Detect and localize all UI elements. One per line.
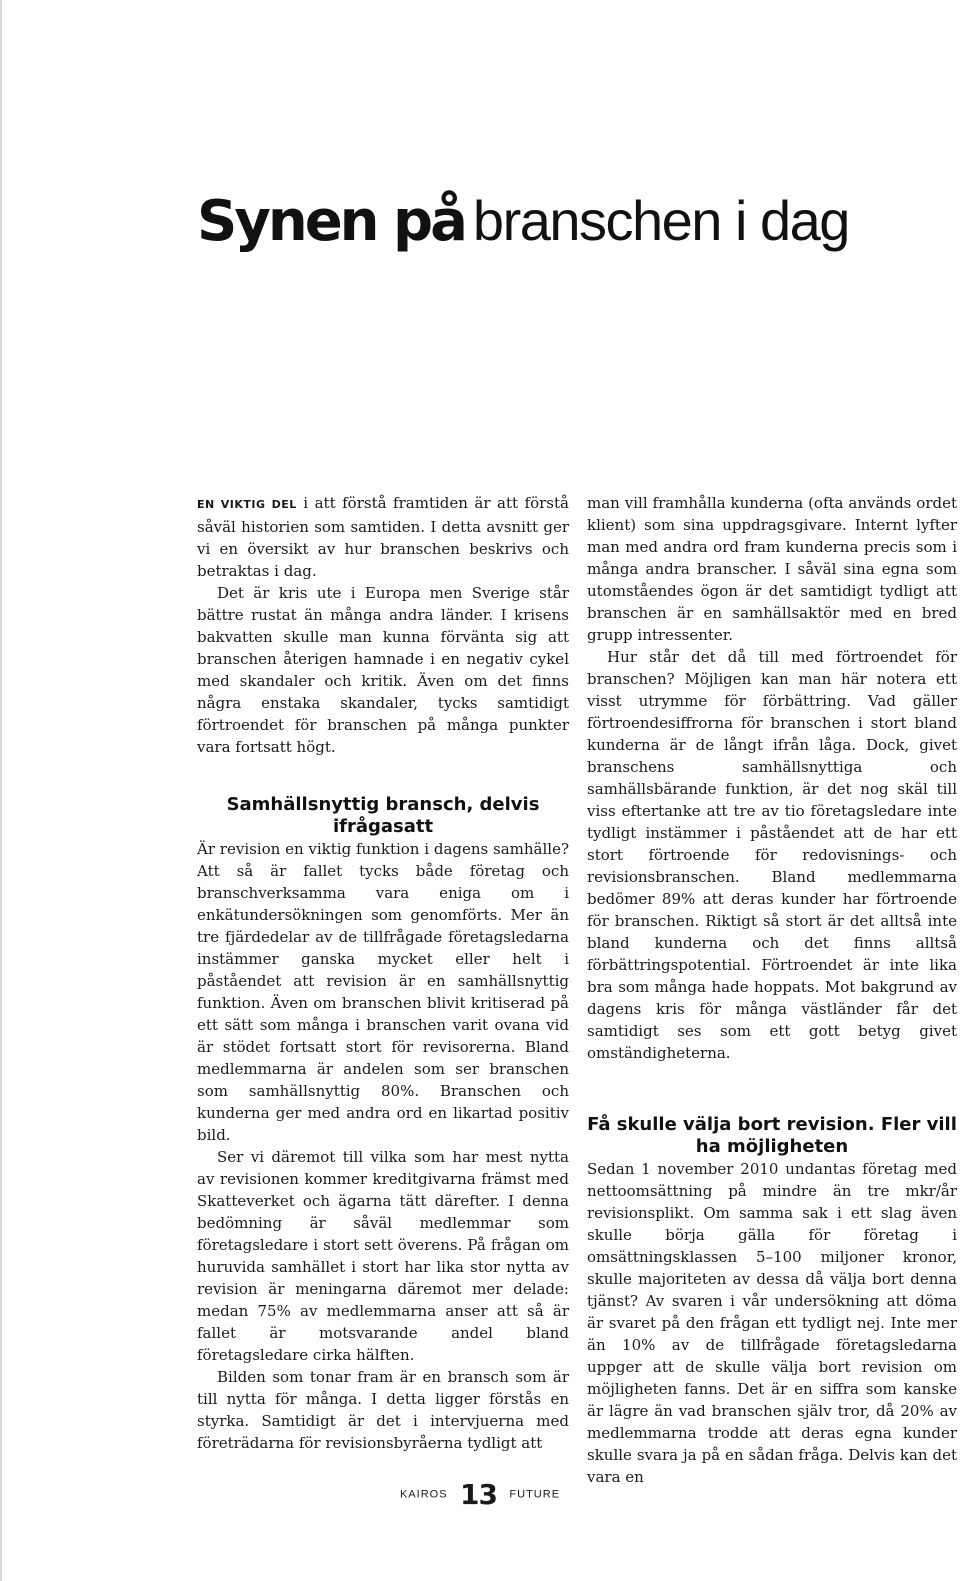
body-paragraph: Sedan 1 november 2010 undantas företag med nettoomsättning på mindre än tre mkr/år revisionsplikt. Om samma sak i ett slag även skulle börja gälla för företag i omsättningsklassen 5–100 miljoner kronor, skulle majoriteten av dessa då välja bort denna tjänst? Av svaren i vår undersökning att döma är svaret på den frågan ett tydligt nej. Inte mer än 10% av de tillfrågade företagsledarna uppger att de skulle välja bort revision om möjligheten fanns. Det är en siffra som kanske är lägre än vad branschen själv tror, då 20% av medlemmarna trodde att deras egna kunder skulle svara ja på en sådan fråga. Delvis kan det vara en bbox=[587, 1160, 957, 1486]
body-paragraph: Är revision en viktig funktion i dagens samhälle? Att så är fallet tycks både företag och branschverksamma vara eniga om i enkätundersökningen som genomförts. Mer än tre fjärdedelar av de tillfrågade företagsledarna instämmer ganska mycket eller helt i påståendet att revision är en samhällsnyttig funktion. Även om branschen blivit kritiserad på ett sätt som många i branschen varit ovana vid är stödet fortsatt stort för revisorerna. Bland medlemmarna är andelen som ser branschen som samhällsnyttig 80%. Branschen och kunderna ger med andra ord en likartad positiv bild. bbox=[197, 840, 569, 1144]
right-column bbox=[587, 492, 957, 1488]
body-paragraph: Bilden som tonar fram är en bransch som är till nytta för många. I detta ligger förstås en styrka. Samtidigt är det i intervjuerna med företrädarna för revisionsbyråerna tydligt att bbox=[197, 1368, 569, 1452]
body-paragraph: Det är kris ute i Europa men Sverige står bättre rustat än många andra länder. I krisens bakvatten skulle man kunna förvänta sig att branschen återigen hamnade i en negativ cykel med skandaler och kritik. Även om det finns några enstaka skandaler, tycks samtidigt förtroendet för branschen på många punkter vara fortsatt högt. bbox=[197, 584, 569, 756]
body-paragraph: Ser vi däremot till vilka som har mest nytta av revisionen kommer kreditgivarna främst med Skatteverket och ägarna tätt därefter. I denna bedömning är såväl medlemmar som företagsledare i stort sett överens. På frågan om huruvida samhället i stort har lika stor nytta av revision är meningarna däremot mer delade: medan 75% av medlemmarna anser att så är fallet är motsvarande andel bland företagsledare cirka hälften. bbox=[197, 1148, 569, 1364]
page-footer bbox=[0, 1478, 960, 1511]
section-heading: Få skulle välja bort revision. Fler vill ha möjligheten bbox=[587, 1114, 957, 1157]
page-title bbox=[197, 185, 849, 258]
page-title-light: branschen i dag bbox=[472, 189, 849, 252]
lead-text: i att förstå framtiden är att förstå såväl historien som samtiden. I detta avsnitt ger vi en översikt av hur branschen beskrivs och betraktas i dag. bbox=[197, 494, 569, 580]
footer-brand-right: FUTURE bbox=[509, 1488, 561, 1501]
left-column bbox=[197, 492, 569, 1454]
page-edge bbox=[0, 0, 2, 1581]
lead-paragraph bbox=[197, 492, 569, 582]
lead-label: EN VIKTIG DEL bbox=[197, 498, 297, 511]
body-paragraph: man vill framhålla kunderna (ofta används ordet klient) som sina uppdragsgivare. Internt lyfter man med andra ord fram kunderna precis som i många andra branscher. I såväl sina egna som utomståendes ögon är det samtidigt tydligt att branschen är en samhällsaktör med en bred grupp intressenter. bbox=[587, 494, 957, 644]
body-paragraph: Hur står det då till med förtroendet för branschen? Möjligen kan man här notera ett visst utrymme för förbättring. Vad gäller förtroendesiffrorna för branschen i stort bland kunderna är de långt ifrån låga. Dock, givet branschens samhällsnyttiga och samhällsbärande funktion, är det nog skäl till viss eftertanke att tre av tio företagsledare inte tydligt instämmer i påståendet att de har ett stort förtroende för redovisnings- och revisionsbranschen. Bland medlemmarna bedömer 89% att deras kunder har förtroende för branschen. Riktigt så stort är det alltså inte bland kunderna och det finns alltså förbättringspotential. Förtroendet är inte lika bra som många hade hoppats. Mot bakgrund av dagens kris för många västländer får det samtidigt ses som ett gott betyg givet omständigheterna. bbox=[587, 648, 957, 1062]
section-heading: Samhällsnyttig bransch, delvis ifrågasatt bbox=[226, 794, 540, 837]
footer-brand-left: KAIROS bbox=[399, 1488, 448, 1501]
page-number: 13 bbox=[460, 1478, 497, 1511]
page-title-bold: Synen på bbox=[197, 189, 465, 254]
